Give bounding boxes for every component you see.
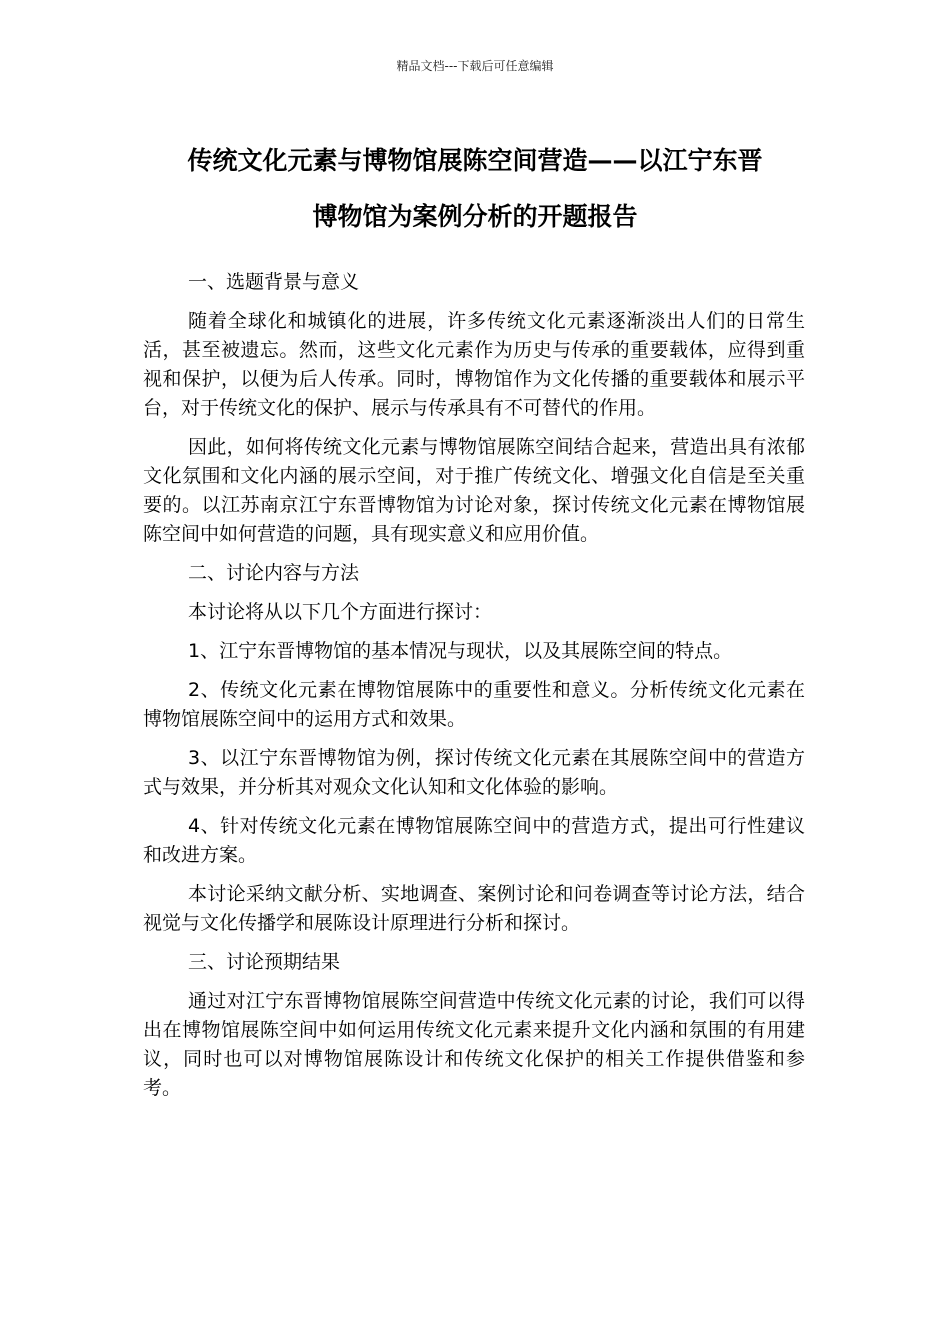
section-1-paragraph-2: 因此，如何将传统文化元素与博物馆展陈空间结合起来，营造出具有浓郁文化氛围和文化内涵的展示空间，对于推广传统文化、增强文化自信是至关重要的。以江苏南京江宁东晋博物馆为讨论对象，探讨传统文化元素在博物馆展陈空间中如何营造的问题，具有现实意义和应用价值。 (143, 436, 805, 545)
document-title (140, 133, 810, 245)
section-2-method: 本讨论采纳文献分析、实地调查、案例讨论和问卷调查等讨论方法，结合视觉与文化传播学和展陈设计原理进行分析和探讨。 (143, 883, 805, 934)
section-2-heading: 二、讨论内容与方法 (188, 562, 360, 584)
section-2-item-2: 2、传统文化元素在博物馆展陈中的重要性和意义。分析传统文化元素在博物馆展陈空间中的运用方式和效果。 (143, 679, 805, 730)
document-body (143, 268, 805, 1113)
section-1-heading: 一、选题背景与意义 (188, 271, 360, 293)
title-line-1: 传统文化元素与博物馆展陈空间营造——以江宁东晋 (187, 146, 763, 175)
section-1-paragraph-1: 随着全球化和城镇化的进展，许多传统文化元素逐渐淡出人们的日常生活，甚至被遗忘。然而，这些文化元素作为历史与传承的重要载体，应得到重视和保护，以便为后人传承。同时，博物馆作为文化传播的重要载体和展示平台，对于传统文化的保护、展示与传承具有不可替代的作用。 (143, 310, 805, 419)
section-2-item-3: 3、以江宁东晋博物馆为例，探讨传统文化元素在其展陈空间中的营造方式与效果，并分析其对观众文化认知和文化体验的影响。 (143, 747, 805, 798)
title-line-2: 博物馆为案例分析的开题报告 (312, 202, 638, 231)
header-note: 精品文档---下载后可任意编辑 (396, 59, 554, 73)
section-3-heading: 三、讨论预期结果 (188, 951, 341, 973)
section-3-paragraph-1: 通过对江宁东晋博物馆展陈空间营造中传统文化元素的讨论，我们可以得出在博物馆展陈空间中如何运用传统文化元素来提升文化内涵和氛围的有用建议，同时也可以对博物馆展陈设计和传统文化保护的相关工作提供借鉴和参考。 (143, 990, 805, 1099)
section-2-item-1: 1、江宁东晋博物馆的基本情况与现状，以及其展陈空间的特点。 (188, 640, 733, 662)
section-2-item-4: 4、针对传统文化元素在博物馆展陈空间中的营造方式，提出可行性建议和改进方案。 (143, 815, 805, 866)
section-2-intro: 本讨论将从以下几个方面进行探讨： (188, 601, 493, 623)
